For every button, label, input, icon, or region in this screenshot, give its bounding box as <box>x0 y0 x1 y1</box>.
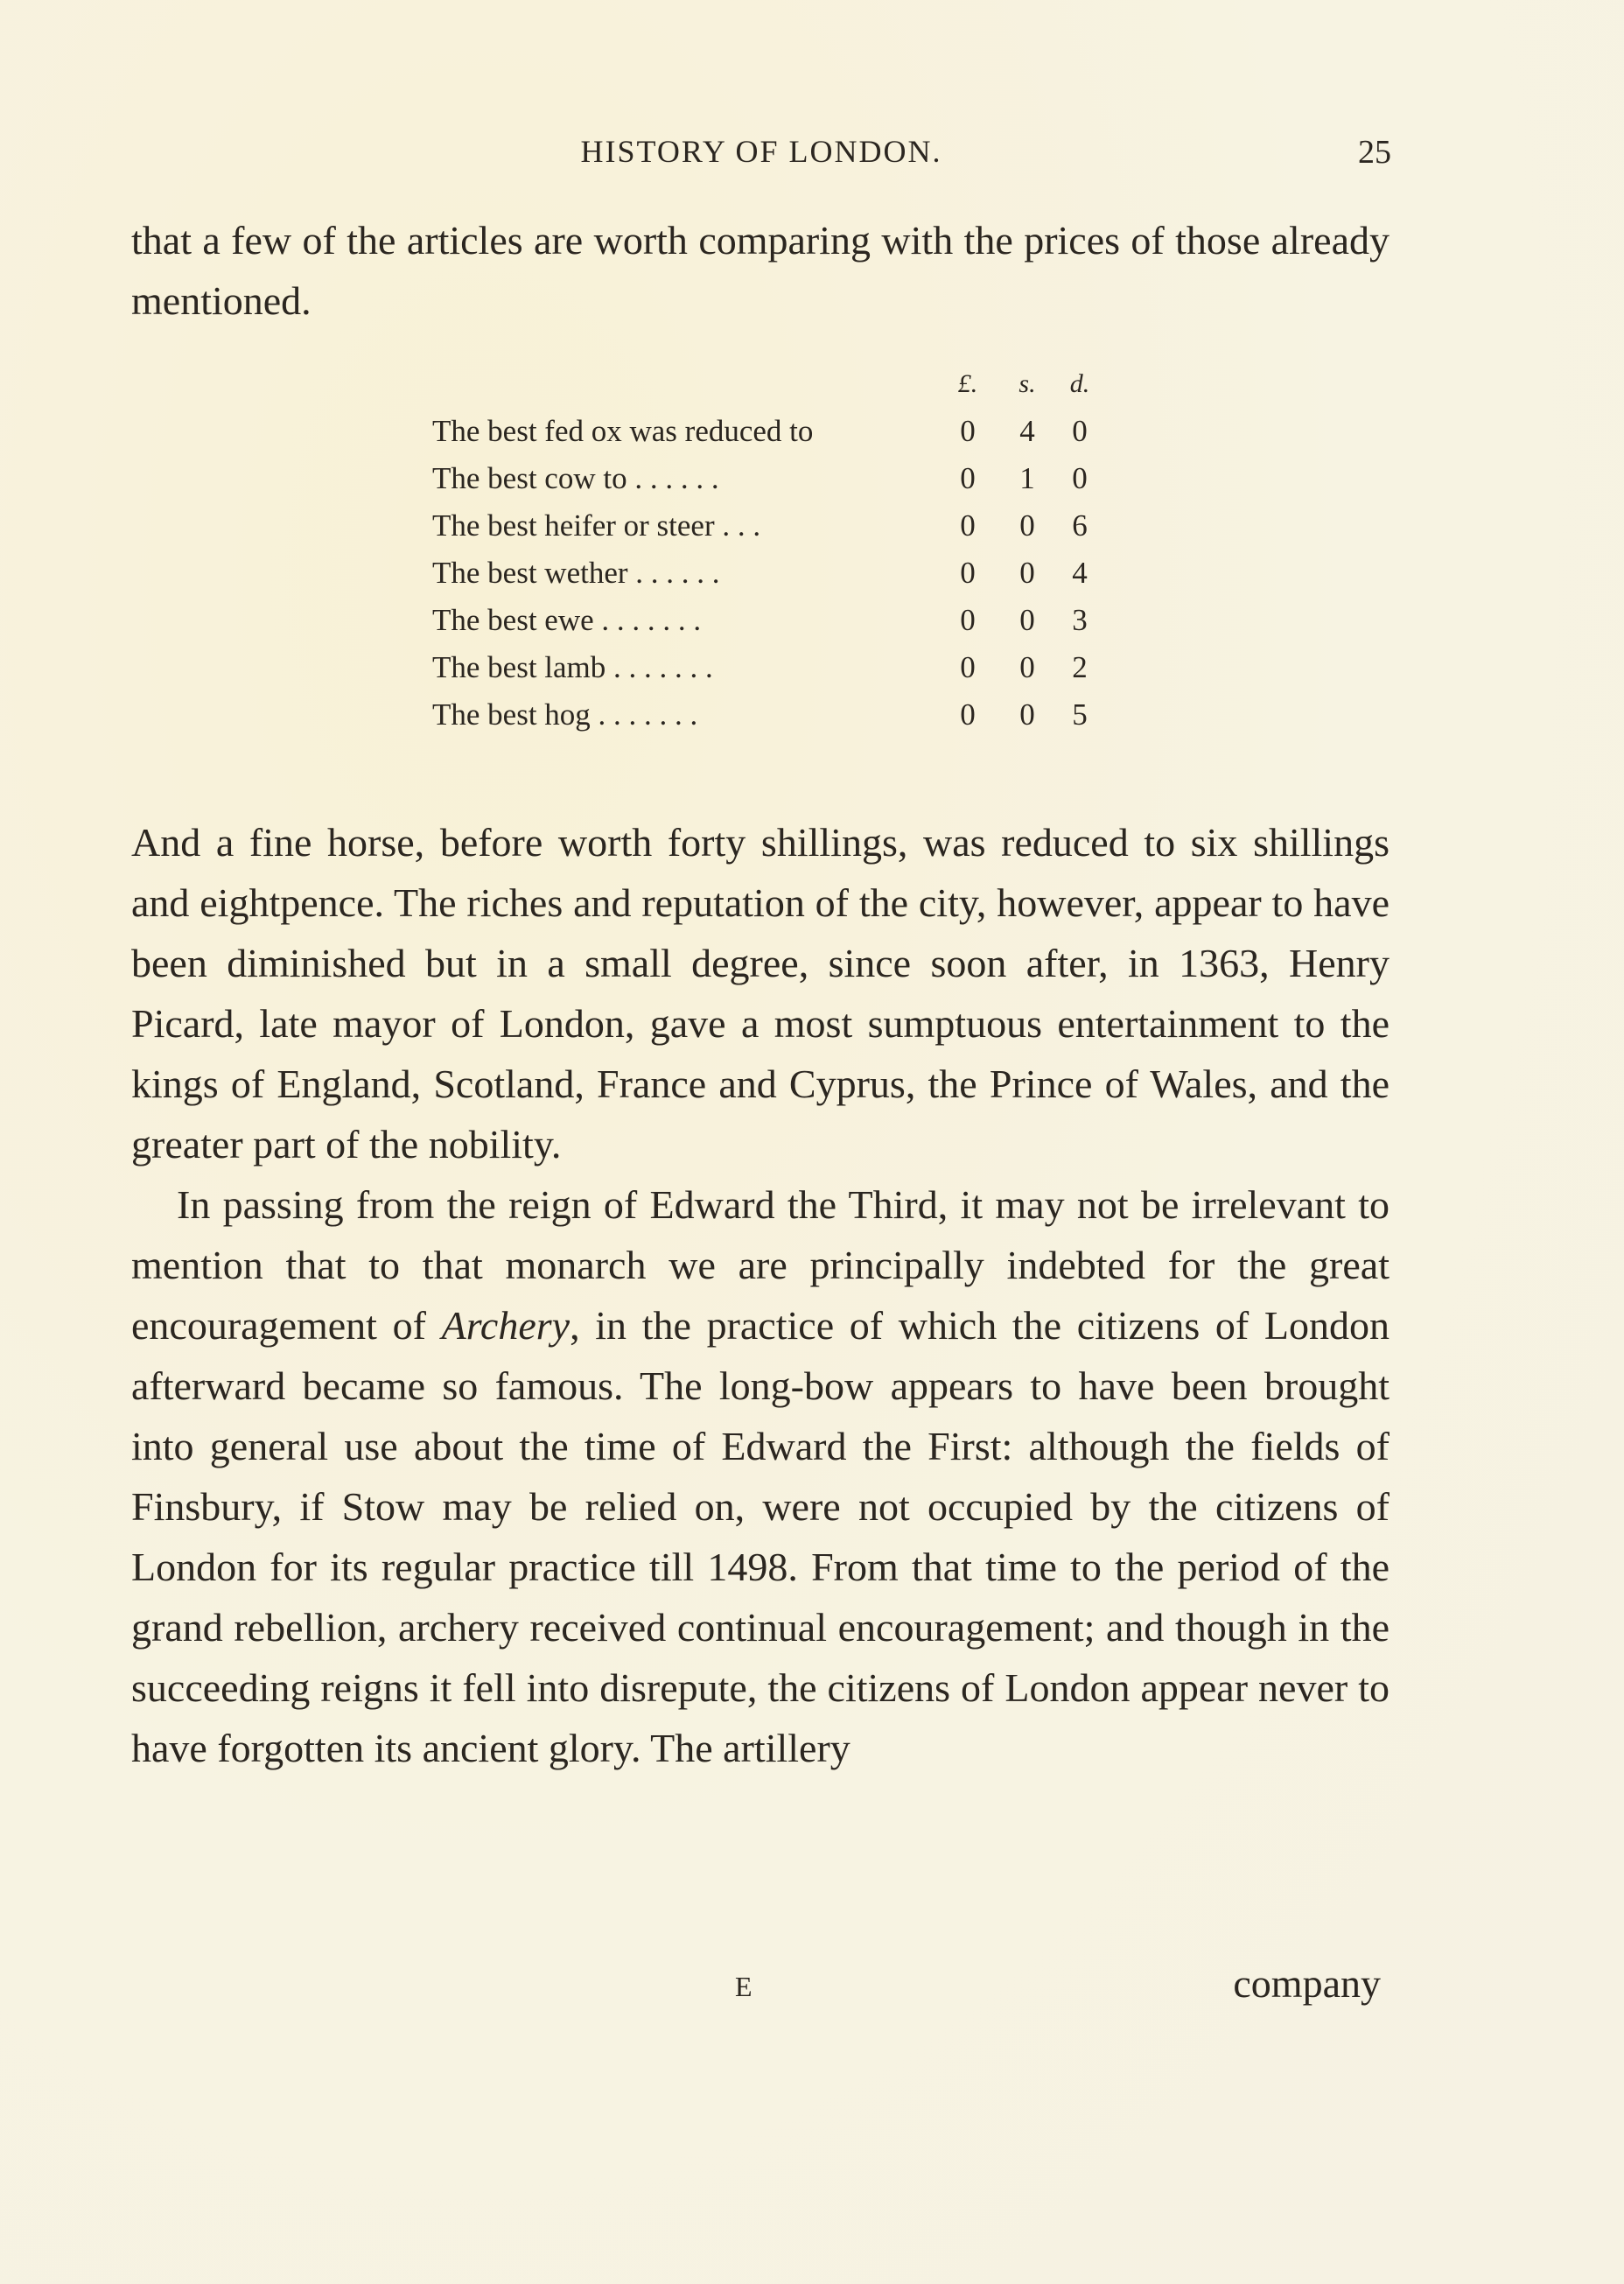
pence-value: 3 <box>1072 603 1088 637</box>
pounds-value: 0 <box>960 414 976 448</box>
table-row <box>432 550 1097 597</box>
pence-value: 5 <box>1072 697 1088 732</box>
column-header-pounds: £. <box>957 369 978 398</box>
item-label: The best ewe . . . . . . . <box>432 603 702 637</box>
italic-term-archery: Archery <box>441 1303 570 1348</box>
paragraph-horse-prices: And a fine horse, before worth forty shillings, was reduced to six shillings and eightpence. The riches and reputation of the city, however, appear to have been diminished but in a small degree, since soon after, in 1363, Henry Picard, late mayor of London, gave a most sumptuous entertainment to the kings of England, Scotland, France and Cyprus, the Prince of Wales, and the greater part of the nobility. <box>131 820 1390 1167</box>
intro-text: that a few of the articles are worth comparing with the prices of those already mentioned. <box>131 218 1390 323</box>
item-label: The best fed ox was reduced to <box>432 414 814 448</box>
column-header-pence: d. <box>1069 369 1090 398</box>
pounds-value: 0 <box>960 650 976 684</box>
paragraph-archery-part-2: , in the practice of which the citizens of London afterward became so famous. The long-bow appears to have been brought into general use about the time of Edward the First: although the fields of Finsbury, if Stow may be relied on, were not occupied by the citizens of London for its regular practice till 1498. From that time to the period of the grand rebellion, archery received continual encouragement; and though in the succeeding reigns it fell into disrepute, the citizens of London appear never to have forgotten its ancient glory. The artillery <box>131 1303 1390 1770</box>
pounds-value: 0 <box>960 697 976 732</box>
running-head <box>131 133 1391 177</box>
signature-mark: E <box>735 1971 754 2002</box>
shillings-value: 0 <box>1019 650 1035 684</box>
pounds-value: 0 <box>960 556 976 590</box>
shillings-value: 4 <box>1019 414 1035 448</box>
shillings-value: 0 <box>1019 603 1035 637</box>
pounds-value: 0 <box>960 603 976 637</box>
item-label: The best heifer or steer . . . <box>432 508 761 543</box>
table-row <box>432 408 1097 455</box>
running-title: HISTORY OF LONDON. <box>580 134 942 169</box>
pence-value: 0 <box>1072 461 1088 495</box>
paragraph-archery <box>131 1174 1390 1778</box>
table-row <box>432 691 1097 739</box>
table-row <box>432 597 1097 644</box>
shillings-value: 0 <box>1019 697 1035 732</box>
pence-value: 0 <box>1072 414 1088 448</box>
pence-value: 4 <box>1072 556 1088 590</box>
item-label: The best wether . . . . . . <box>432 556 720 590</box>
item-label: The best lamb . . . . . . . <box>432 650 713 684</box>
shillings-value: 0 <box>1019 556 1035 590</box>
price-table-header <box>432 361 1097 408</box>
catchword: company <box>1233 1961 1381 2006</box>
shillings-value: 1 <box>1019 461 1035 495</box>
pence-value: 2 <box>1072 650 1088 684</box>
pounds-value: 0 <box>960 508 976 543</box>
paragraph-archery-part-1: In passing from the reign of Edward the Third, it may not be irrelevant to mention that to that monarch we are principally indebted for the great encouragement of <box>131 1182 1390 1348</box>
shillings-value: 0 <box>1019 508 1035 543</box>
table-row <box>432 644 1097 691</box>
table-row <box>432 502 1097 550</box>
item-label: The best hog . . . . . . . <box>432 697 698 732</box>
item-label: The best cow to . . . . . . <box>432 461 719 495</box>
pence-value: 6 <box>1072 508 1088 543</box>
column-header-shillings: s. <box>1018 369 1036 398</box>
main-text <box>131 812 1390 1778</box>
pounds-value: 0 <box>960 461 976 495</box>
price-table <box>432 361 1097 739</box>
table-row <box>432 455 1097 502</box>
page-number: 25 <box>1358 134 1391 171</box>
intro-paragraph <box>131 210 1390 331</box>
